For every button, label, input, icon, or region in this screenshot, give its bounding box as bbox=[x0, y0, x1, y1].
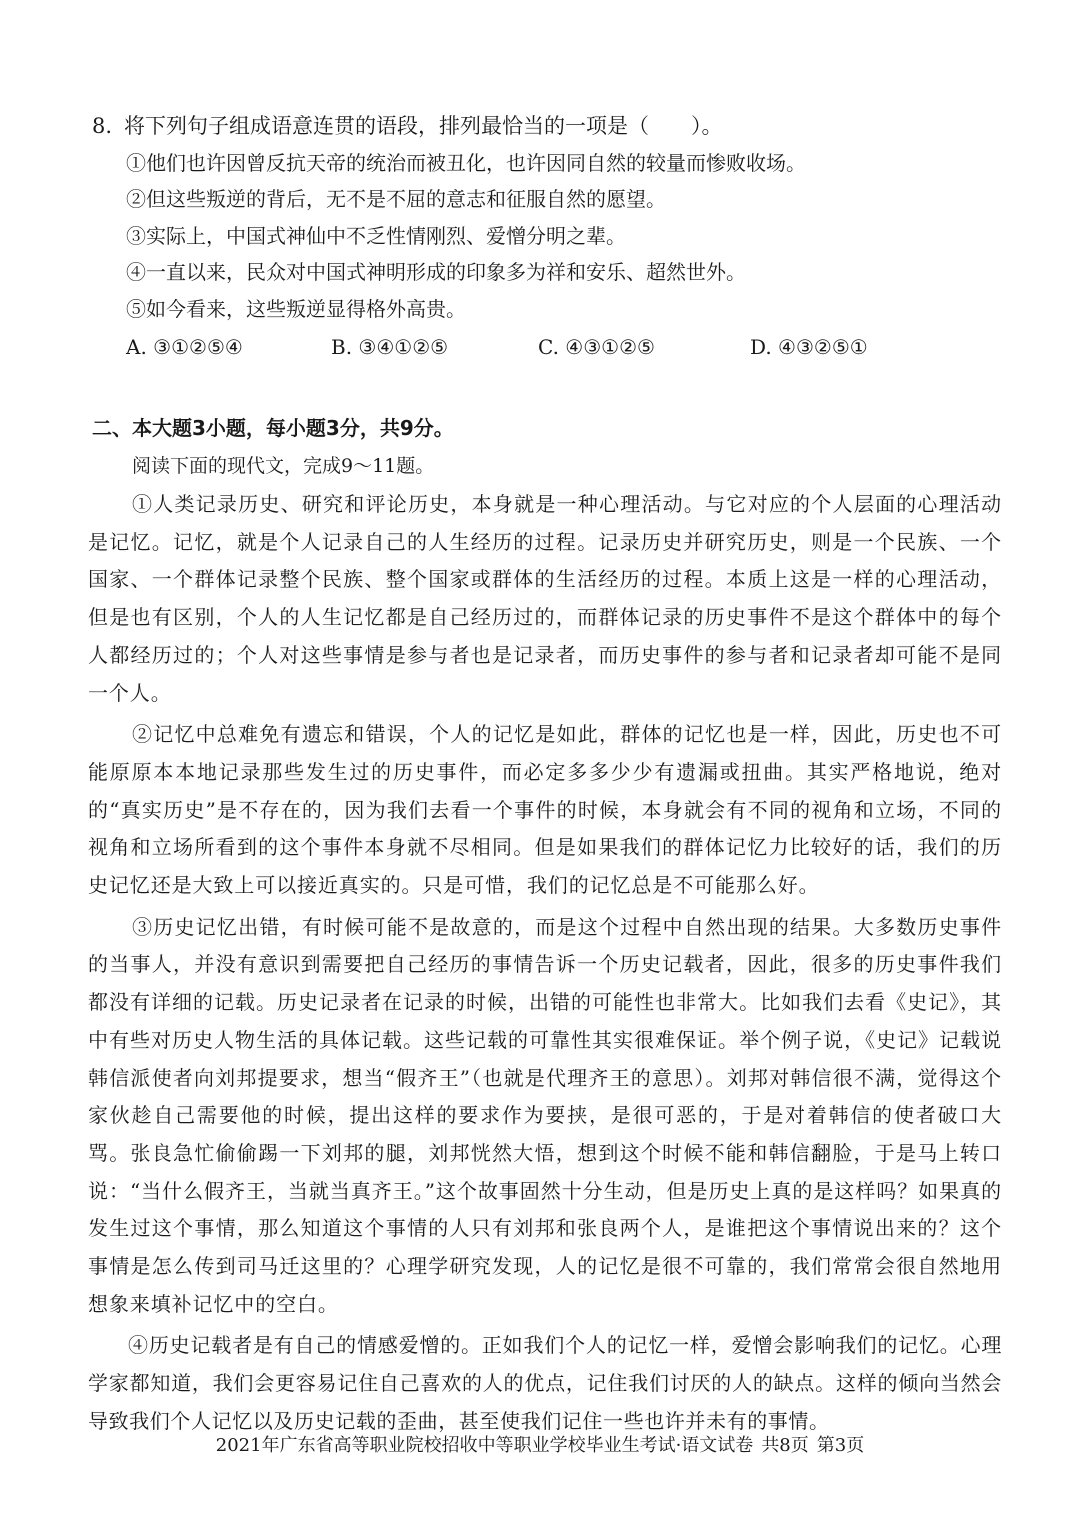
sentence-1: ①他们也许因曾反抗天帝的统治而被丑化，也许因同自然的较量而惨败收场。 bbox=[126, 150, 806, 175]
page-footer bbox=[0, 1434, 1080, 1458]
footer-exam-title: 2021年广东省高等职业院校招收中等职业学校毕业生考试·语文试卷 bbox=[215, 1435, 754, 1456]
option-d: D. ④③②⑤① bbox=[750, 335, 868, 359]
section-instruction: 阅读下面的现代文，完成9～11题。 bbox=[132, 455, 435, 477]
passage-paragraph-1: ①人类记录历史、研究和评论历史，本身就是一种心理活动。与它对应的个人层面的心理活动是记忆。记忆，就是个人记录自己的人生经历的过程。记录历史并研究历史，则是一个民族、一个国家、一个群体记录整个民族、整个国家或群体的生活经历的过程。本质上这是一样的心理活动，但是也有区别，个人的人生记忆都是自己经历过的，而群体记录的历史事件不是这个群体中的每个人都经历过的；个人对这些事情是参与者也是记录者，而历史事件的参与者和记录者却可能不是同一个人。 bbox=[88, 492, 1002, 705]
sentence-5: ⑤如今看来，这些叛逆显得格外高贵。 bbox=[126, 296, 466, 321]
question-8 bbox=[92, 108, 1012, 366]
sentence-3: ③实际上，中国式神仙中不乏性情刚烈、爱憎分明之辈。 bbox=[126, 223, 626, 248]
option-c: C. ④③①②⑤ bbox=[538, 335, 655, 359]
section-title: 二、本大题3小题，每小题3分，共9分。 bbox=[92, 416, 454, 440]
reading-passage bbox=[88, 486, 1002, 1445]
option-a: A. ③①②⑤④ bbox=[126, 335, 243, 359]
footer-total-pages: 共8页 bbox=[761, 1435, 809, 1456]
answer-options bbox=[92, 329, 1012, 366]
question-stem bbox=[92, 108, 1012, 145]
question-number: 8. bbox=[92, 114, 113, 138]
sentence-4: ④一直以来，民众对中国式神明形成的印象多为祥和安乐、超然世外。 bbox=[126, 260, 746, 284]
passage-paragraph-3: ③历史记忆出错，有时候可能不是故意的，而是这个过程中自然出现的结果。大多数历史事件的当事人，并没有意识到需要把自己经历的事情告诉一个历史记载者，因此，很多的历史事件我们都没有详细的记载。历史记录者在记录的时候，出错的可能性也非常大。比如我们去看《史记》，其中有些对历史人物生活的具体记载。这些记载的可靠性其实很难保证。举个例子说，《史记》记载说韩信派使者向刘邦提要求，想当“假齐王”（也就是代理齐王的意思）。刘邦对韩信很不满，觉得这个家伙趁自己需要他的时候，提出这样的要求作为要挟，是很可恶的，于是对着韩信的使者破口大骂。张良急忙偷偷踢一下刘邦的腿，刘邦恍然大悟，想到这个时候不能和韩信翻脸，于是马上转口说：“当什么假齐王，当就当真齐王。”这个故事固然十分生动，但是历史上真的是这样吗？如果真的发生过这个事情，那么知道这个事情的人只有刘邦和张良两个人，是谁把这个事情说出来的？这个事情是怎么传到司马迁这里的？心理学研究发现，人的记忆是很不可靠的，我们常常会很自然地用想象来填补记忆中的空白。 bbox=[88, 914, 1002, 1316]
question-stem-text: 将下列句子组成语意连贯的语段，排列最恰当的一项是（ ）。 bbox=[124, 114, 723, 138]
passage-paragraph-2: ②记忆中总难免有遗忘和错误，个人的记忆是如此，群体的记忆也是一样，因此，历史也不可能原原本本地记录那些发生过的历史事件，而必定多多少少有遗漏或扭曲。其实严格地说，绝对的“真实历史”是不存在的，因为我们去看一个事件的时候，本身就会有不同的视角和立场，不同的视角和立场所看到的这个事件本身就不尽相同。但是如果我们的群体记忆力比较好的话，我们的历史记忆还是大致上可以接近真实的。只是可惜，我们的记忆总是不可能那么好。 bbox=[88, 722, 1002, 898]
footer-page-number: 第3页 bbox=[816, 1435, 865, 1456]
option-b: B. ③④①②⑤ bbox=[331, 335, 449, 359]
sentence-2: ②但这些叛逆的背后，无不是不屈的意志和征服自然的愿望。 bbox=[126, 187, 666, 211]
passage-paragraph-4: ④历史记载者是有自己的情感爱憎的。正如我们个人的记忆一样，爱憎会影响我们的记忆。心理学家都知道，我们会更容易记住自己喜欢的人的优点，记住我们讨厌的人的缺点。这样的倾向当然会导致我们个人记忆以及历史记载的歪曲，甚至使我们记住一些也许并未有的事情。 bbox=[88, 1333, 1002, 1433]
